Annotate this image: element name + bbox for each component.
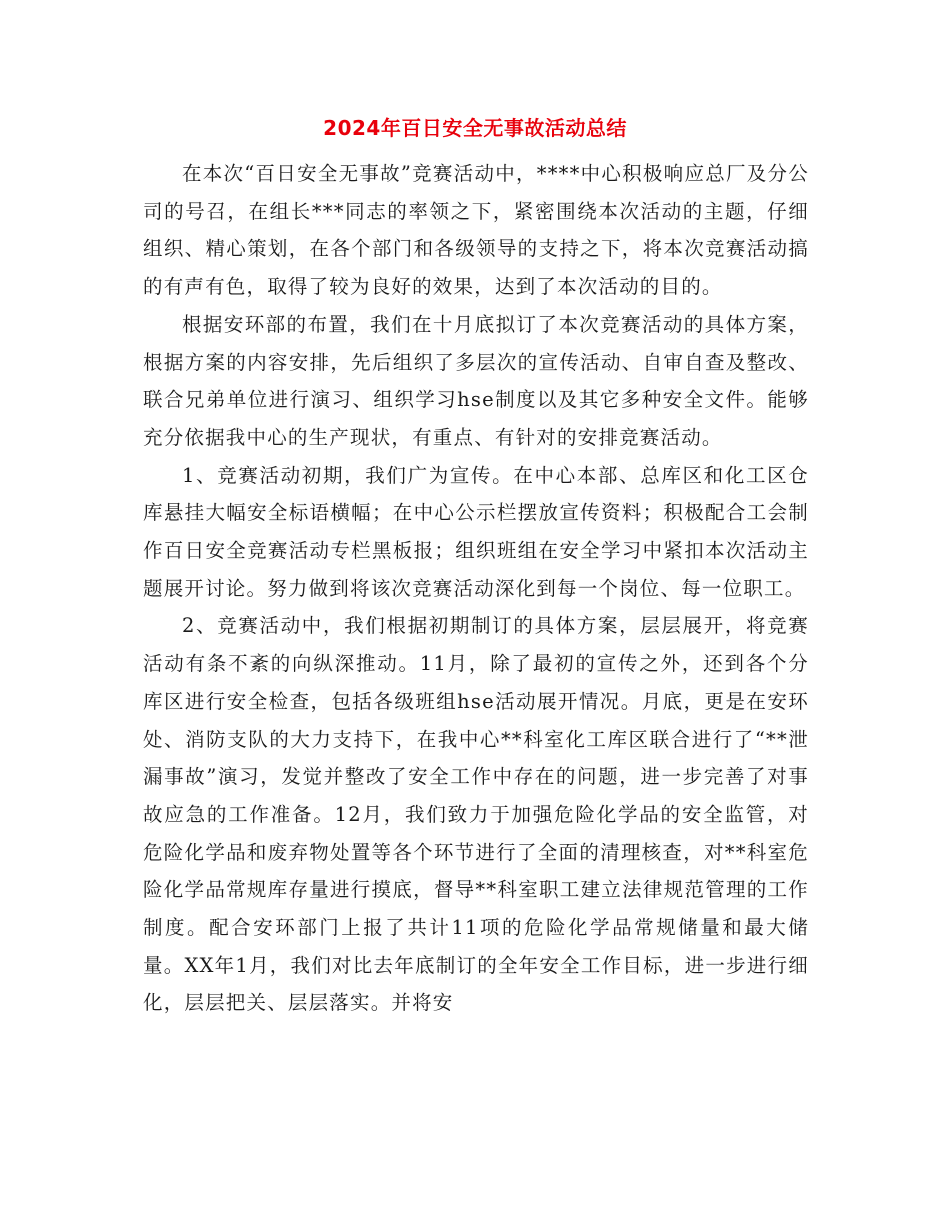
document-title: 2024年百日安全无事故活动总结 [323, 116, 627, 140]
paragraph-plan: 根据安环部的布置，我们在十月底拟订了本次竞赛活动的具体方案，根据方案的内容安排，先后组织了多层次的宣传活动、自审自查及整改、联合兄弟单位进行演习、组织学习hse制度以及其它多种安全文件。能够充分依据我中心的生产现状，有重点、有针对的安排竞赛活动。 [143, 312, 809, 449]
paragraph-mid-stage: 2、竞赛活动中，我们根据初期制订的具体方案，层层展开，将竞赛活动有条不紊的向纵深推动。11月，除了最初的宣传之外，还到各个分库区进行安全检查，包括各级班组hse活动展开情况。月底，更是在安环处、消防支队的大力支持下，在我中心**科室化工库区联合进行了“**泄漏事故”演习，发觉并整改了安全工作中存在的问题，进一步完善了对事故应急的工作准备。12月，我们致力于加强危险化学品的安全监管，对危险化学品和废弃物处置等各个环节进行了全面的清理核查，对**科室危险化学品常规库存量进行摸底，督导**科室职工建立法律规范管理的工作制度。配合安环部门上报了共计11项的危险化学品常规储量和最大储量。XX年1月，我们对比去年底制订的全年安全工作目标，进一步进行细化，层层把关、层层落实。并将安 [143, 614, 809, 1015]
paragraph-intro: 在本次“百日安全无事故”竞赛活动中，****中心积极响应总厂及分公司的号召，在组长***同志的率领之下，紧密围绕本次活动的主题，仔细组织、精心策划，在各个部门和各级领导的支持之下，将本次竞赛活动搞的有声有色，取得了较为良好的效果，达到了本次活动的目的。 [143, 162, 809, 299]
paragraph-early-stage: 1、竞赛活动初期，我们广为宣传。在中心本部、总库区和化工区仓库悬挂大幅安全标语横幅；在中心公示栏摆放宣传资料；积极配合工会制作百日安全竞赛活动专栏黑板报；组织班组在安全学习中紧扣本次活动主题展开讨论。努力做到将该次竞赛活动深化到每一个岗位、每一位职工。 [143, 463, 809, 600]
document-body [143, 155, 809, 1022]
